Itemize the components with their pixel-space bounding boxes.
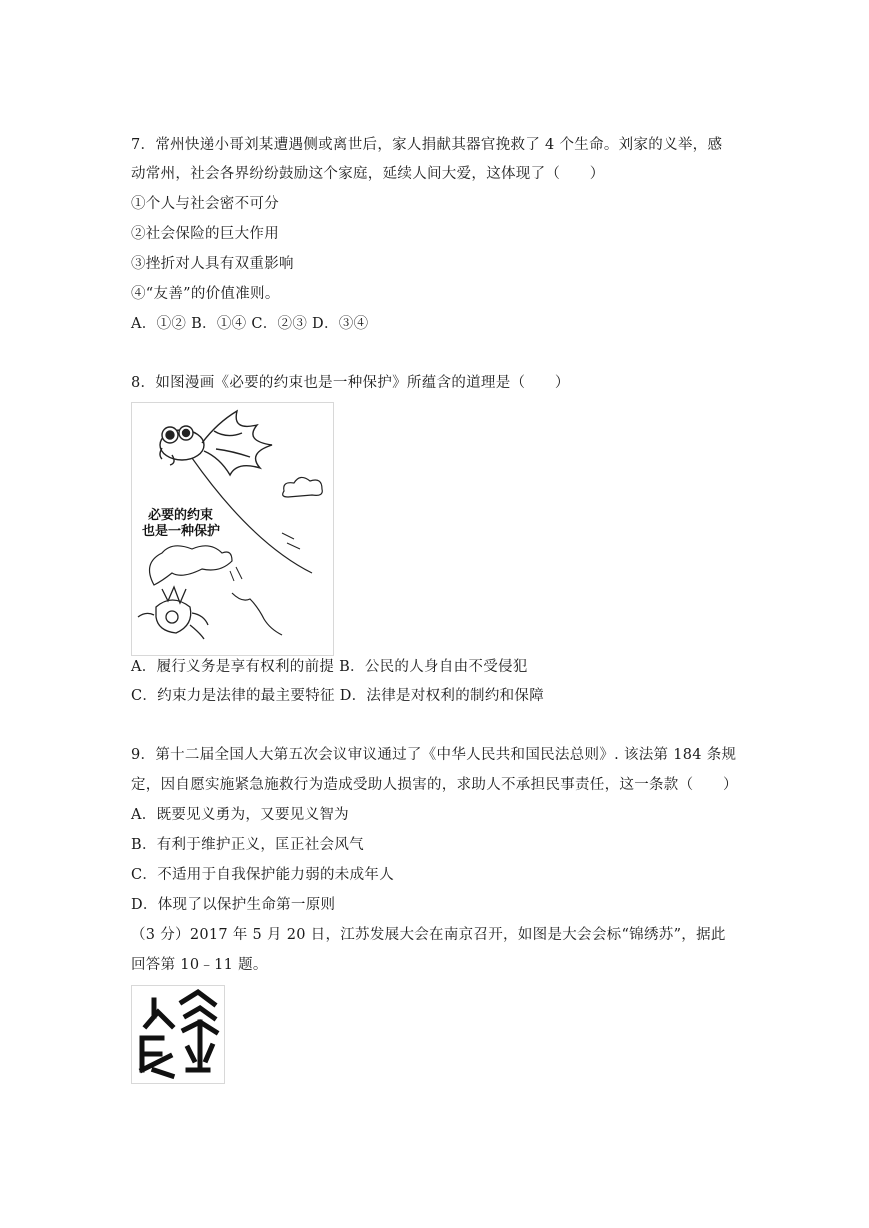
q9-stem-line2: 定，因自愿实施紧急施救行为造成受助人损害的，求助人不承担民事责任，这一条款（ ）	[131, 777, 738, 793]
q8-answers-line1: A．履行义务是享有权利的前提 B．公民的人身自由不受侵犯	[131, 659, 528, 675]
cartoon-caption-line1: 必要的约束	[148, 508, 214, 523]
cartoon-caption-line2: 也是一种保护	[142, 524, 221, 539]
q7-stem-line1: 7．常州快递小哥刘某遭遇侧或离世后，家人捐献其器官挽救了 4 个生命。刘家的义举，感	[131, 137, 723, 153]
q10-intro-line2: 回答第 10﹣11 题。	[131, 957, 268, 973]
q7-option-2: ②社会保险的巨大作用	[131, 226, 279, 242]
q10-intro-line1: （3 分）2017 年 5 月 20 日，江苏发展大会在南京召开，如图是大会会标“锦绣苏”，据此	[131, 927, 726, 943]
q8-answers-line2: C．约束力是法律的最主要特征 D．法律是对权利的制约和保障	[131, 688, 545, 704]
q9-option-c: C．不适用于自我保护能力弱的未成年人	[131, 867, 394, 883]
q9-stem-line1: 9．第十二届全国人大第五次会议审议通过了《中华人民共和国民法总则》. 该法第 184 条规	[131, 747, 737, 763]
q9-option-d: D．体现了以保护生命第一原则	[131, 897, 336, 913]
q7-answer-choices: A．①② B．①④ C．②③ D．③④	[131, 316, 369, 332]
q7-option-1: ①个人与社会密不可分	[131, 196, 279, 212]
q9-option-b: B．有利于维护正义，匡正社会风气	[131, 837, 364, 853]
q8-stem: 8．如图漫画《必要的约束也是一种保护》所蕴含的道理是（ ）	[131, 375, 570, 391]
q7-stem-line2: 动常州，社会各界纷纷鼓励这个家庭，延续人间大爱，这体现了（ ）	[131, 166, 605, 182]
q7-option-4: ④“友善”的价值准则。	[131, 286, 280, 302]
q9-option-a: A．既要见义勇为，又要见义智为	[131, 807, 349, 823]
goldfish-kite-icon	[160, 411, 272, 475]
q8-cartoon-image	[131, 402, 334, 656]
broken-kite-icon	[138, 587, 208, 639]
q7-option-3: ③挫折对人具有双重影响	[131, 256, 294, 272]
jinxiusu-logo-image	[131, 985, 225, 1084]
